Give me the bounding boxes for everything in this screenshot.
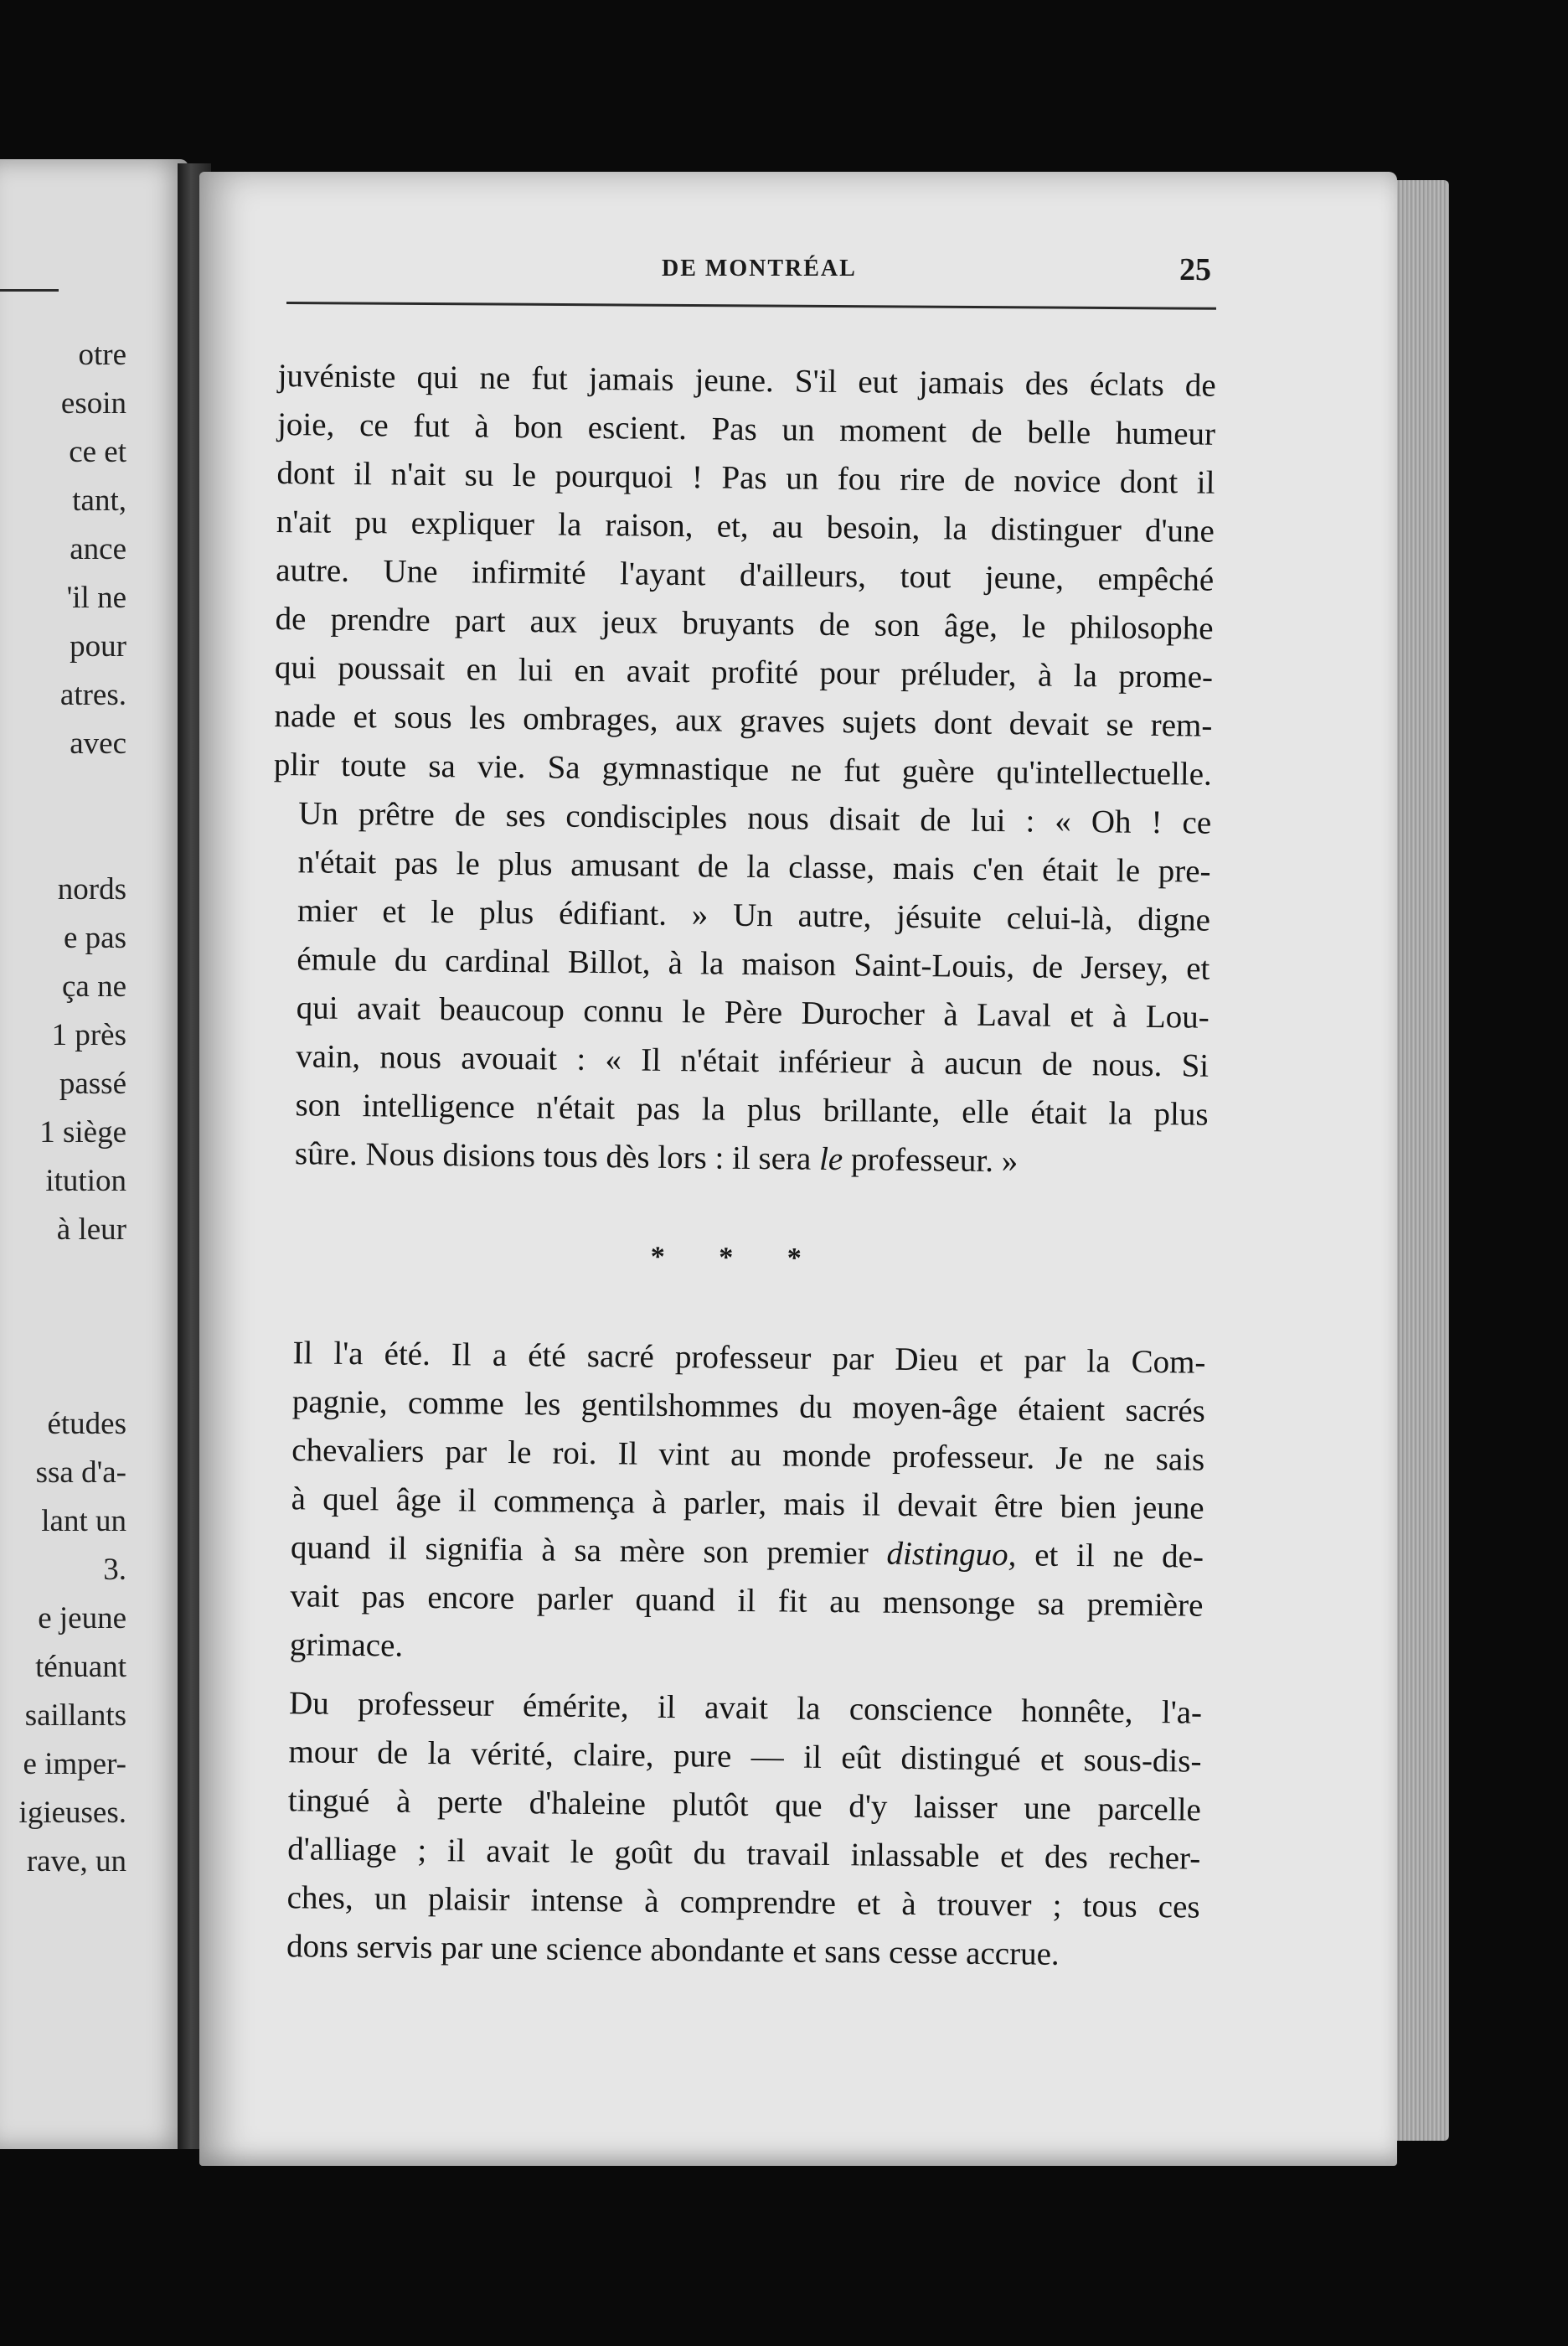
left-line: esoin (60, 386, 126, 421)
left-line: pour (70, 629, 126, 664)
left-line: rave, un (26, 1844, 126, 1878)
left-line: itution (45, 1164, 126, 1198)
text-line (270, 1129, 1209, 1188)
text-line: ches, un plaisir intense à comprendre et à trouver ; tous ces (286, 1879, 1200, 1925)
text-line: n'était pas le plus amusant de la classe, mais c'en était le pre- (297, 844, 1211, 890)
left-line: e jeune (38, 1601, 126, 1635)
text-line: Un prêtre de ses condisciples nous disait de lui : « Oh ! ce (298, 795, 1212, 841)
text-line: vain, nous avouait : « Il n'était inférieur à aucun de nous. Si (295, 1038, 1210, 1084)
left-line: e imper- (23, 1747, 126, 1781)
left-line: avec (70, 726, 126, 761)
text-line: émule du cardinal Billot, à la maison Saint-Louis, de Jersey, et (297, 941, 1210, 987)
left-line: ssa d'a- (35, 1455, 126, 1490)
text-line: plir toute sa vie. Sa gymnastique ne fut guère qu'intellectuelle. (273, 746, 1213, 793)
text-line: mour de la vérité, claire, pure — il eût distingué et sous-dis- (288, 1734, 1202, 1780)
left-line: igieuses. (18, 1796, 126, 1830)
left-line: ance (70, 532, 126, 566)
running-head: DE MONTRÉAL (662, 256, 857, 282)
text-line: de prendre part aux jeux bruyants de son âge, le philosophe (275, 600, 1214, 647)
left-line: 3. (103, 1553, 126, 1587)
text-fragment: et il ne de- (1016, 1537, 1204, 1575)
text-line: chevaliers par le roi. Il vint au monde professeur. Je ne sais (291, 1432, 1205, 1478)
text-line: son intelligence n'était pas la plus brillante, elle était la plus (295, 1087, 1209, 1133)
text-line: tingué à perte d'haleine plutôt que d'y laisser une parcelle (287, 1782, 1202, 1828)
left-line: nords (57, 872, 126, 907)
left-line: à leur (56, 1212, 126, 1247)
page-body (261, 352, 1216, 1981)
text-line: à quel âge il commença à parler, mais il devait être bien jeune (291, 1480, 1204, 1527)
left-line: ce et (69, 435, 126, 469)
left-line: 'il ne (66, 581, 126, 615)
left-line: tant, (72, 483, 126, 518)
paragraph-3 (265, 1329, 1206, 1679)
left-page-text (19, 331, 126, 1886)
paragraph-4 (261, 1679, 1203, 1981)
left-line: passé (59, 1067, 126, 1101)
left-line: ténuant (35, 1650, 126, 1684)
text-line: d'alliage ; il avait le goût du travail inlassable et des recher- (287, 1831, 1201, 1877)
left-line: 1 près (51, 1018, 126, 1052)
italic-word: le (818, 1140, 843, 1178)
left-line: e pas (64, 921, 126, 955)
page-block-edge (1395, 180, 1449, 2141)
left-spacer (19, 1254, 126, 1400)
text-line: dons servis par une science abondante et sans cesse accrue. (286, 1928, 1060, 1972)
text-line: pagnie, comme les gentilshommes du moyen-âge étaient sacrés (291, 1383, 1206, 1429)
text-line: Du professeur émérite, il avait la conscience honnête, l'a- (288, 1685, 1203, 1731)
left-line: atres. (59, 678, 126, 712)
text-line: n'ait pu expliquer la raison, et, au besoin, la distinguer d'une (276, 503, 1215, 550)
page-number: 25 (1179, 252, 1211, 287)
left-line: lant un (41, 1504, 126, 1538)
text-fragment: sûre. Nous disions tous dès lors : il sera (294, 1135, 820, 1177)
paragraph-2 (270, 789, 1212, 1188)
italic-word: distinguo, (886, 1535, 1017, 1573)
text-line: juvéniste qui ne fut jamais jeune. S'il eut jamais des éclats de (277, 357, 1216, 404)
text-line: autre. Une infirmité l'ayant d'ailleurs, tout jeune, empêché (276, 551, 1215, 598)
left-page-rule (0, 289, 59, 292)
left-facing-page (0, 159, 188, 2149)
text-line: dont il n'ait su le pourquoi ! Pas un fou rire de novice dont il (276, 454, 1215, 501)
left-spacer (19, 768, 126, 866)
section-break-asterisks: * * * (650, 1241, 825, 1274)
left-line: études (47, 1407, 126, 1441)
text-line: mier et le plus édifiant. » Un autre, jésuite celui-là, digne (297, 892, 1211, 938)
text-line: nade et sous les ombrages, aux graves sujets dont devait se rem- (274, 697, 1213, 744)
text-line: vait pas encore parler quand il fit au mensonge sa première (290, 1578, 1204, 1624)
text-line: qui avait beaucoup connu le Père Durocher à Laval et à Lou- (296, 990, 1210, 1036)
left-line: saillants (24, 1698, 126, 1733)
text-line: joie, ce fut à bon escient. Pas un moment de belle humeur (276, 406, 1216, 452)
text-line: qui poussait en lui en avait profité pour préluder, à la prome- (274, 649, 1214, 695)
text-line: grimace. (289, 1626, 404, 1664)
paragraph-1 (274, 352, 1216, 799)
text-line: Il l'a été. Il a été sacré professeur par Dieu et par la Com- (292, 1335, 1206, 1381)
left-line: ça ne (61, 969, 126, 1004)
text-fragment: professeur. » (843, 1141, 1019, 1180)
left-line: 1 siège (39, 1115, 126, 1150)
left-line: otre (78, 338, 126, 372)
text-fragment: quand il signifia à sa mère son premier (290, 1529, 887, 1572)
